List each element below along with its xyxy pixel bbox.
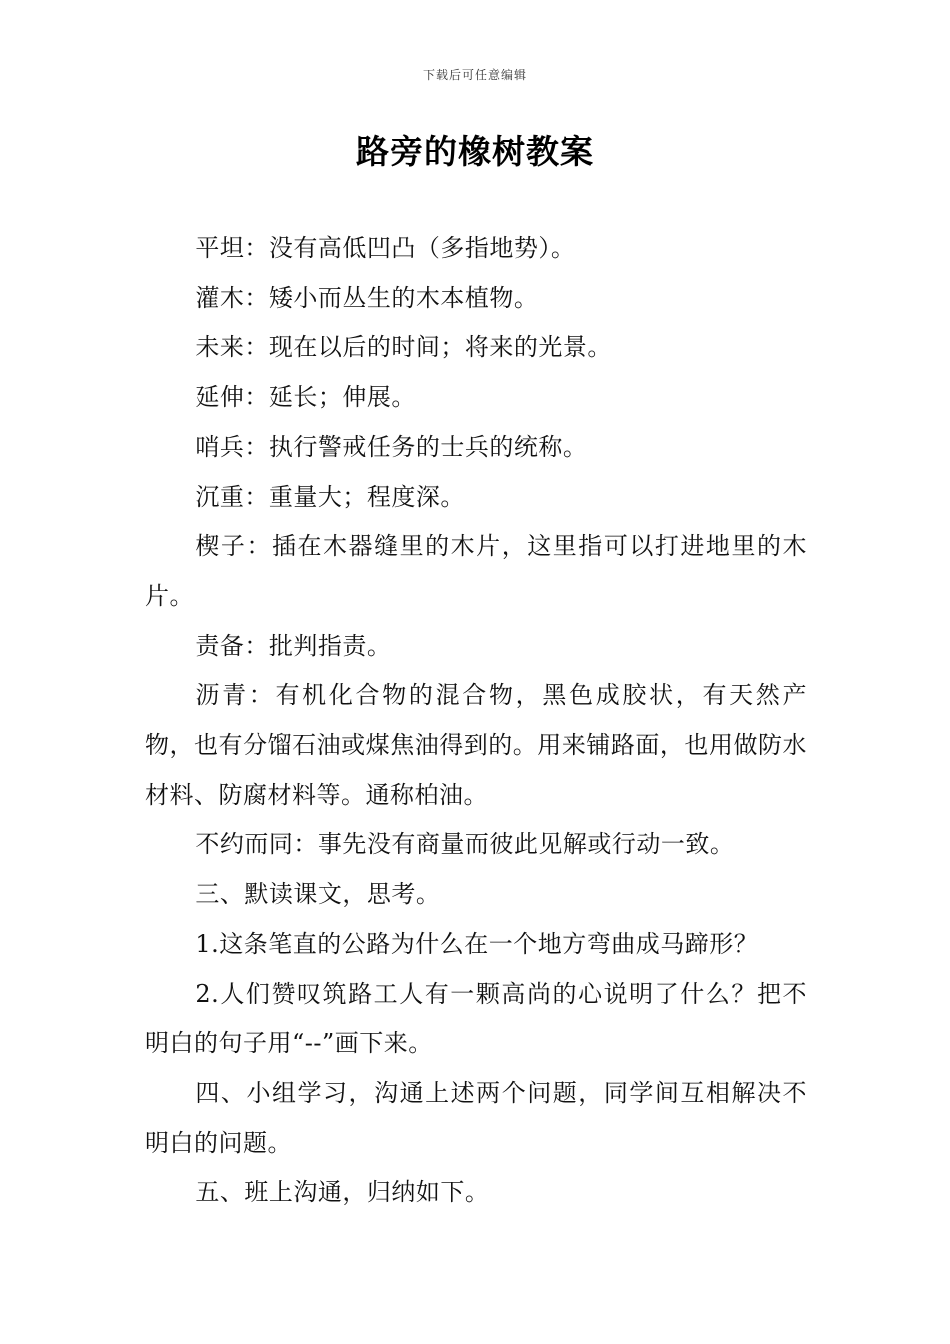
paragraph-yanshen: 延伸：延长；伸展。: [195, 383, 416, 412]
document-title: 路旁的橡树教案: [356, 132, 594, 171]
section-three-heading: 三、默读课文，思考。: [195, 880, 441, 909]
paragraph-chenzhong: 沉重：重量大；程度深。: [195, 482, 465, 511]
paragraph-liqing: 沥青：有机化合物的混合物，黑色成胶状，有天然产物，也有分馏石油或煤焦油得到的。用来铺路面，也用做防水材料、防腐材料等。通称柏油。: [145, 681, 807, 809]
paragraph-pingtan: 平坦：没有高低凹凸（多指地势）。: [195, 234, 576, 262]
paragraph-shaobing: 哨兵：执行警戒任务的士兵的统称。: [195, 432, 588, 461]
paragraph-xiezi: 楔子：插在木器缝里的木片，这里指可以打进地里的木片。: [145, 532, 807, 610]
paragraph-buyueertong: 不约而同：事先没有商量而彼此见解或行动一致。: [195, 830, 735, 859]
paragraph-zebei: 责备：批判指责。: [195, 631, 392, 660]
question-one: 1.这条笔直的公路为什么在一个地方弯曲成马蹄形？: [195, 929, 759, 958]
section-four-heading: 四、小组学习，沟通上述两个问题，同学间互相解决不明白的问题。: [145, 1078, 807, 1157]
document-body: [145, 224, 807, 1218]
question-two: 2.人们赞叹筑路工人有一颗高尚的心说明了什么？把不明白的句子用“--”画下来。: [145, 979, 807, 1058]
header-note: 下载后可任意编辑: [422, 68, 527, 82]
paragraph-guanmu: 灌木：矮小而丛生的木本植物。: [195, 283, 539, 312]
paragraph-weilai: 未来：现在以后的时间；将来的光景。: [195, 333, 612, 362]
section-five-heading: 五、班上沟通，归纳如下。: [195, 1178, 490, 1207]
